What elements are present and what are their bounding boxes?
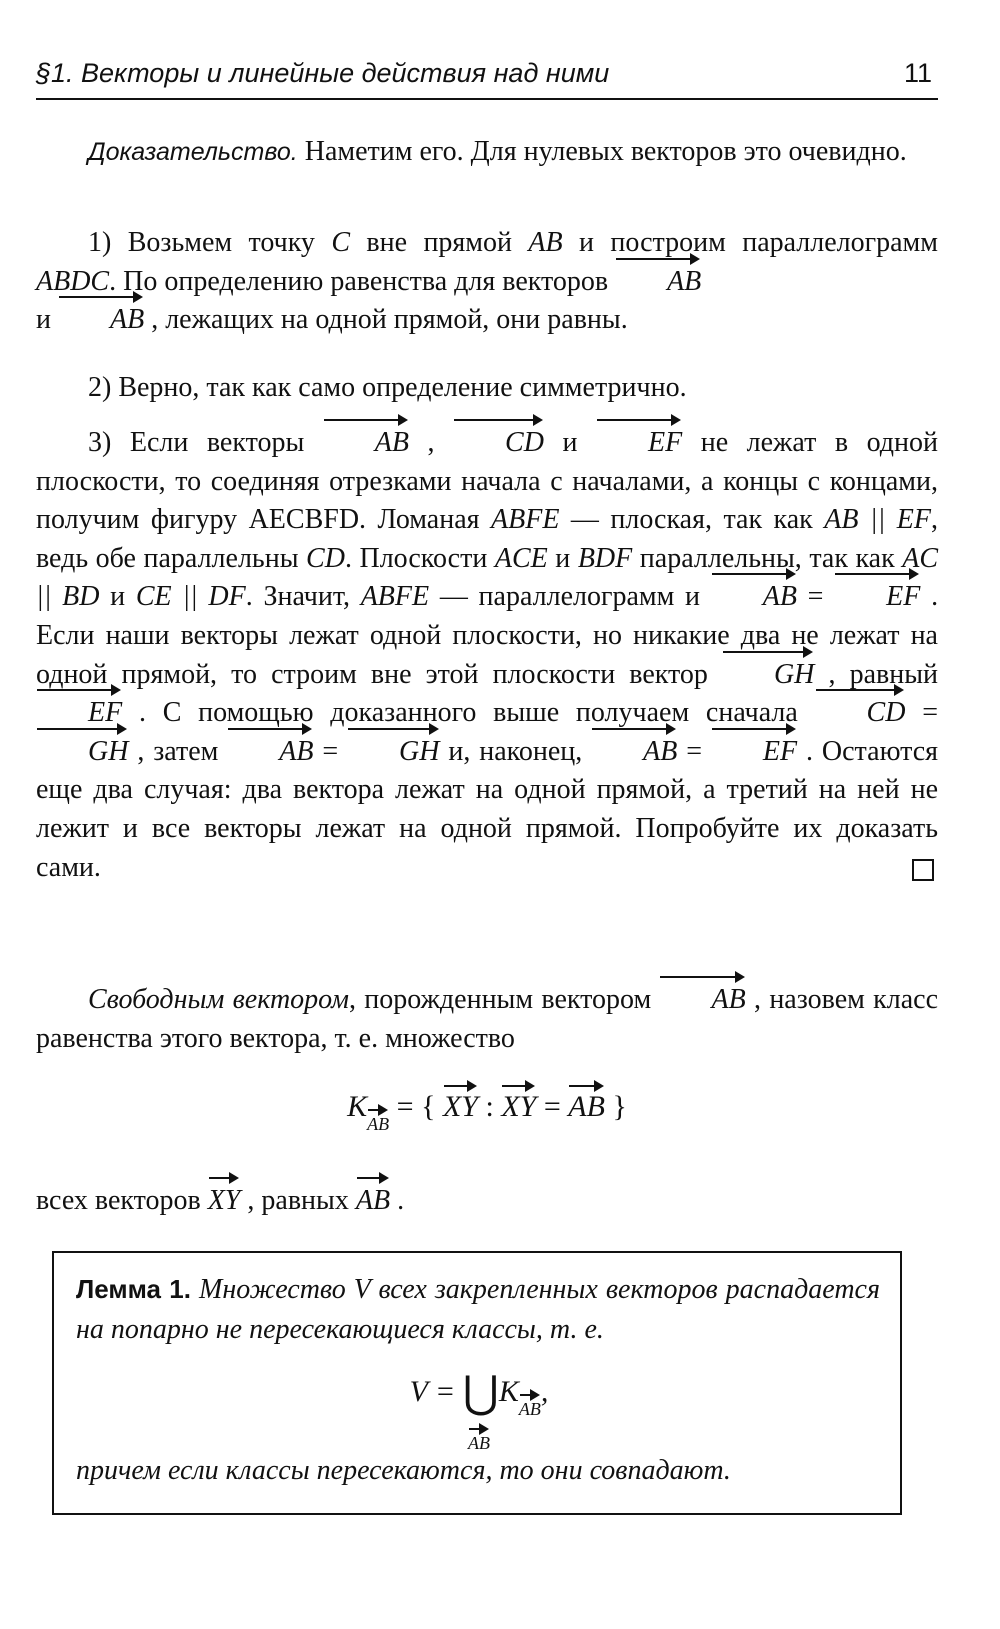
after-formula-line	[36, 1182, 938, 1221]
vector-EF: EF	[596, 424, 682, 463]
math-C: C	[331, 227, 351, 258]
vector-AB-subscript: AB	[367, 1114, 390, 1134]
math-CD: CD	[306, 542, 345, 574]
lemma-statement	[76, 1269, 880, 1350]
vector-XY: XY	[501, 1090, 537, 1123]
math-V: V	[409, 1375, 428, 1408]
text: , порожденным вектором	[348, 984, 660, 1015]
text: — плоская, так как	[559, 504, 825, 536]
text: , ведь обе параллельны	[36, 504, 939, 574]
text: 1) Возьмем точку	[88, 227, 332, 258]
text: 3) Если векторы	[88, 427, 323, 458]
proof-lead: Доказательство.	[88, 138, 298, 166]
definition-paragraph	[36, 981, 938, 1058]
vector-XY: XY	[208, 1182, 241, 1221]
text: и, наконец,	[439, 735, 592, 767]
lemma-conclusion: причем если классы пересекаются, то они совпадают.	[76, 1455, 731, 1486]
text: и	[543, 427, 596, 458]
vector-CD: CD	[815, 694, 906, 733]
text: и	[36, 304, 58, 336]
vector-GH: GH	[722, 656, 814, 695]
item-1	[36, 224, 938, 340]
equals: =	[905, 697, 938, 729]
text: , равных	[240, 1185, 356, 1216]
lemma-heading: Лемма 1.	[76, 1274, 191, 1304]
vector-GH: GH	[347, 733, 439, 772]
equals: =	[313, 735, 348, 767]
text: всех векторов	[36, 1185, 208, 1216]
text: .	[390, 1185, 405, 1216]
text: ,	[409, 427, 454, 458]
text: и построим параллелограмм	[562, 227, 938, 258]
math-K: K	[347, 1090, 368, 1123]
definition-term: Свободным вектором	[88, 984, 349, 1015]
vector-AB-subscript: AB	[518, 1399, 541, 1419]
item-2: 2) Верно, так как само определение симметрично.	[88, 372, 687, 403]
math-ABFE: ABFE	[491, 504, 560, 536]
text: . По определению равенства для векторов	[109, 265, 616, 297]
vector-EF: EF	[834, 578, 920, 617]
vector-GH: GH	[36, 733, 128, 772]
proof-intro: Наметим его. Для нулевых векторов это очевидно.	[297, 136, 907, 167]
page-number: 11	[903, 58, 932, 88]
vector-AB: AB	[323, 424, 409, 463]
vector-AB: AB	[356, 1182, 390, 1221]
vector-AB: AB	[711, 578, 797, 617]
math-parallel: CE || DF	[135, 581, 246, 613]
text: , затем	[128, 735, 228, 767]
text: . Значит,	[245, 581, 361, 613]
math-AB: AB	[528, 227, 563, 258]
text: , назовем класс равенства этого вектора, т. е. множество	[36, 984, 939, 1054]
proof-paragraph	[36, 133, 938, 172]
vector-EF: EF	[36, 694, 122, 733]
math-ABFE: ABFE	[360, 581, 430, 613]
vector-EF: EF	[711, 733, 797, 772]
text: параллельны, так как	[632, 542, 903, 574]
lemma-text: Множество V всех закрепленных векторов распадается на попарно не пересекающиеся классы, т. е.	[76, 1274, 880, 1345]
math-parallel: AB || EF	[824, 504, 932, 536]
text: :	[478, 1090, 502, 1123]
vector-CD: CD	[453, 424, 544, 463]
text: ,	[540, 1375, 549, 1408]
math-ABDC: ABDC	[36, 265, 110, 297]
math-K: K	[498, 1375, 519, 1408]
vector-AB: AB	[591, 733, 677, 772]
text: }	[604, 1090, 627, 1123]
chapter-title: §1. Векторы и линейные действия над ними	[36, 58, 610, 88]
math-ACE: ACE	[494, 542, 548, 574]
text: и	[99, 581, 136, 613]
vector-AB-index: AB	[468, 1433, 490, 1453]
text: = {	[389, 1090, 443, 1123]
union-icon: ⋃	[462, 1368, 499, 1417]
equals: =	[536, 1090, 569, 1123]
math-parallel: AC || BD	[36, 542, 939, 613]
running-header	[36, 52, 938, 100]
text: , равный	[814, 658, 938, 690]
text: , лежащих на одной прямой, они равны.	[144, 304, 628, 336]
vector-AB: AB	[615, 263, 701, 302]
text: не лежат в одной плоскости, то соединяя отрезками начала с началами, а концы с концами, получим фигуру AECBFD. Ломаная	[36, 427, 939, 536]
vector-XY: XY	[442, 1090, 478, 1123]
vector-AB: AB	[227, 733, 313, 772]
text: вне прямой	[350, 227, 529, 258]
text: . Если наши векторы лежат одной плоскости, но никакие два не лежат на одной прямой, то строим вне этой плоскости вектор	[36, 581, 939, 690]
text: — параллелограмм и	[429, 581, 711, 613]
text: и	[547, 542, 578, 574]
vector-AB: AB	[58, 301, 144, 340]
text: . Остаются еще два случая: два вектора лежат на одной прямой, а третий на ней не лежит и все векторы лежат на одной прямой. Попробуйте их доказать сами.	[36, 735, 938, 883]
vector-AB: AB	[659, 981, 745, 1020]
equals: =	[427, 1375, 463, 1408]
equals: =	[796, 581, 835, 613]
vector-AB: AB	[568, 1090, 605, 1123]
set-formula	[36, 1090, 938, 1134]
math-BDF: BDF	[577, 542, 633, 574]
lemma-formula	[54, 1361, 904, 1453]
text: . С помощью доказанного выше получаем сначала	[122, 697, 815, 729]
lemma-box	[52, 1251, 902, 1515]
text: . Плоскости	[344, 542, 495, 574]
item-3	[36, 424, 938, 887]
equals: =	[677, 735, 711, 767]
qed-square-icon	[912, 859, 934, 881]
